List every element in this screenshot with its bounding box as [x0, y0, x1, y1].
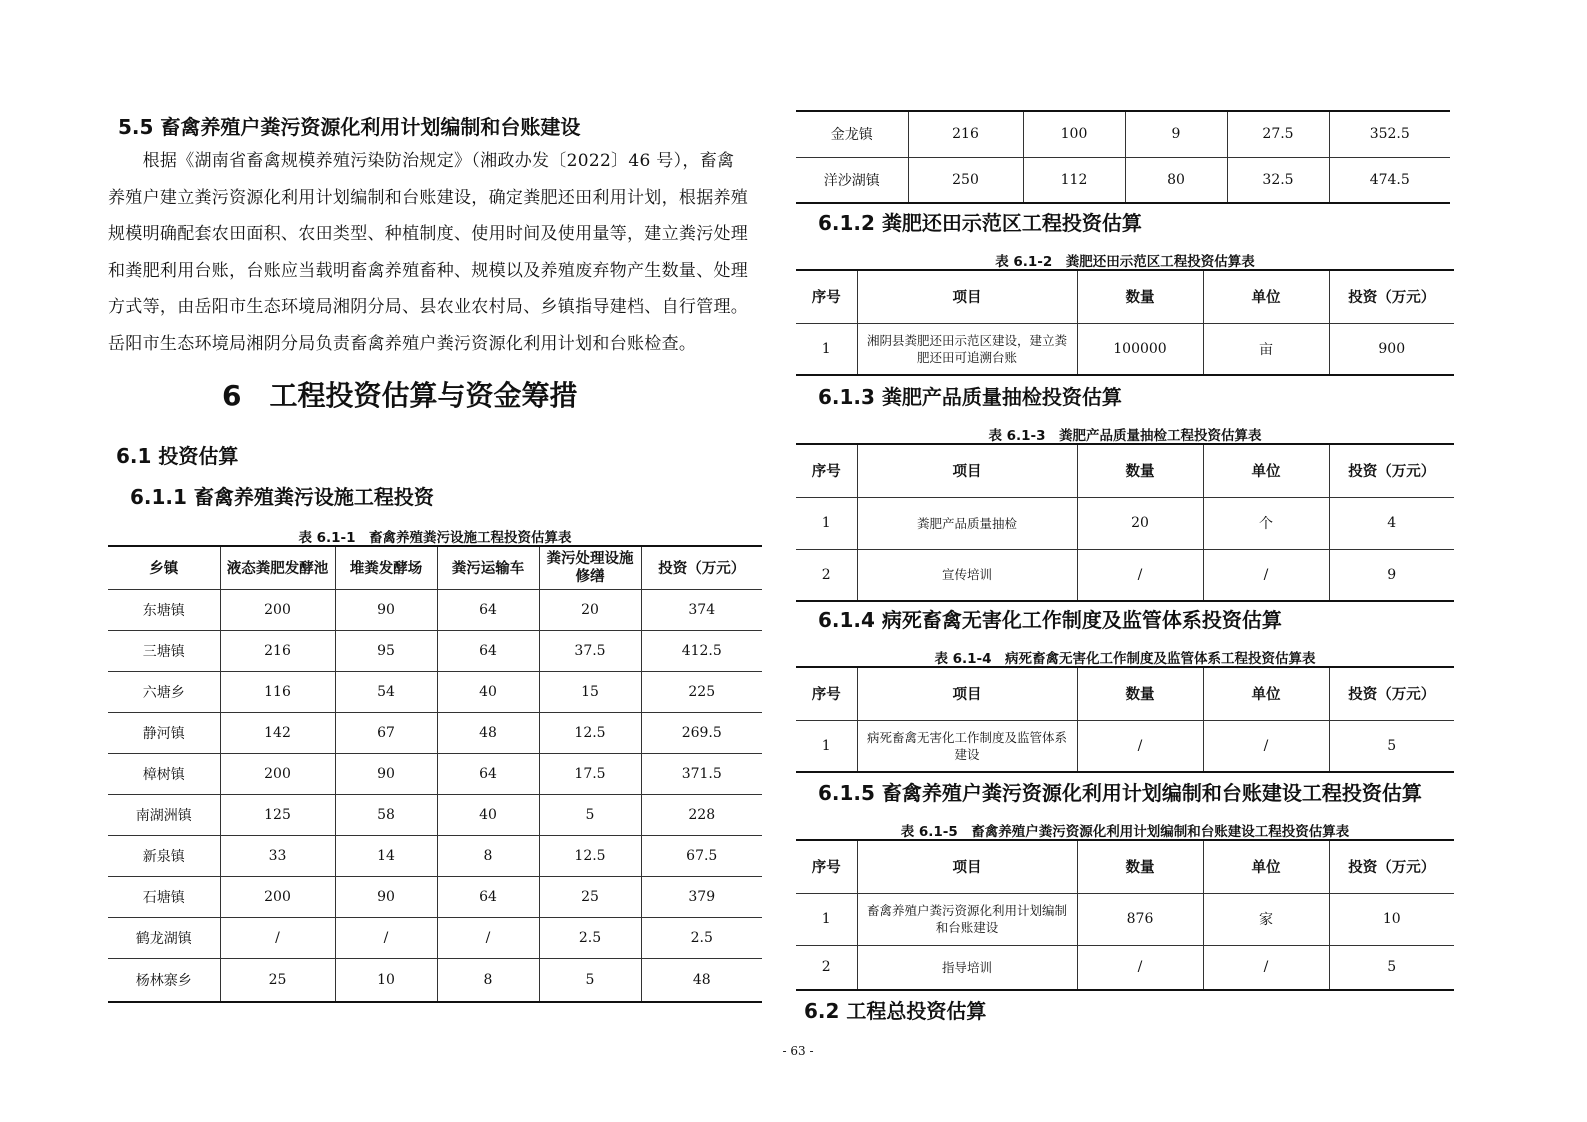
- table-row: [108, 671, 762, 712]
- table-cell: 37.5: [539, 630, 641, 671]
- section-6-1-2-title: 6.1.2 粪肥还田示范区工程投资估算: [818, 211, 1142, 235]
- table-cell: 12.5: [539, 712, 641, 753]
- table-cell: 三塘镇: [108, 630, 220, 671]
- column-header: 投资（万元）: [1329, 444, 1454, 497]
- table-cell: 20: [1077, 497, 1203, 549]
- table-cell: 湘阴县粪肥还田示范区建设，建立粪肥还田可追溯台账: [857, 323, 1077, 375]
- table-cell: 27.5: [1227, 111, 1329, 157]
- table-6-1-3: [796, 443, 1454, 602]
- paragraph-line: 方式等，由岳阳市生态环境局湘阴分局、县农业农村局、乡镇指导建档、自行管理。: [108, 297, 749, 317]
- column-header: 序号: [796, 270, 857, 323]
- table-cell: 200: [220, 589, 335, 630]
- column-header: 项目: [857, 444, 1077, 497]
- table-row: [108, 630, 762, 671]
- table-cell: 8: [437, 835, 539, 876]
- table-cell: 鹤龙湖镇: [108, 917, 220, 958]
- table-row: [796, 323, 1454, 375]
- table-cell: 亩: [1203, 323, 1329, 375]
- table-6-1-5: [796, 839, 1454, 991]
- column-header: 投资（万元）: [1329, 840, 1454, 893]
- table-cell: 40: [437, 671, 539, 712]
- table-cell: 474.5: [1329, 157, 1450, 203]
- table-cell: 900: [1329, 323, 1454, 375]
- column-header: 数量: [1077, 270, 1203, 323]
- column-header: 乡镇: [108, 546, 220, 589]
- table-cell: /: [335, 917, 437, 958]
- column-header: 单位: [1203, 270, 1329, 323]
- table-cell: 粪肥产品质量抽检: [857, 497, 1077, 549]
- column-header: 粪污运输车: [437, 546, 539, 589]
- column-header: 项目: [857, 840, 1077, 893]
- table-cell: 64: [437, 630, 539, 671]
- table-6-1-4: [796, 666, 1454, 773]
- table-cell: 10: [1329, 893, 1454, 945]
- paragraph-line: 养殖户建立粪污资源化利用计划编制和台账建设，确定粪肥还田利用计划，根据养殖: [108, 187, 749, 208]
- table-6-1-3-caption: 表 6.1-3 粪肥产品质量抽检工程投资估算表: [988, 428, 1262, 444]
- table-cell: 48: [437, 712, 539, 753]
- table-cell: 32.5: [1227, 157, 1329, 203]
- table-header-row: [796, 840, 1454, 893]
- table-6-1-1-caption: 表 6.1-1 畜禽养殖粪污设施工程投资估算表: [298, 530, 572, 546]
- table-cell: 90: [335, 589, 437, 630]
- paragraph-line: 和粪肥利用台账，台账应当载明畜禽养殖畜种、规模以及养殖废弃物产生数量、处理: [108, 260, 749, 281]
- table-cell: /: [1203, 720, 1329, 772]
- table-cell: 33: [220, 835, 335, 876]
- table-cell: 个: [1203, 497, 1329, 549]
- table-row: [796, 111, 1450, 157]
- table-cell: 48: [641, 958, 762, 1002]
- table-row: [796, 893, 1454, 945]
- column-header: 投资（万元）: [1329, 667, 1454, 720]
- table-cell: 90: [335, 753, 437, 794]
- table-row: [796, 497, 1454, 549]
- section-6-1-5-title: 6.1.5 畜禽养殖户粪污资源化利用计划编制和台账建设工程投资估算: [818, 781, 1422, 805]
- table-cell: 371.5: [641, 753, 762, 794]
- table-6-1-2-caption: 表 6.1-2 粪肥还田示范区工程投资估算表: [995, 254, 1255, 270]
- table-cell: 2.5: [539, 917, 641, 958]
- table-row: [108, 835, 762, 876]
- table-cell: 金龙镇: [796, 111, 908, 157]
- table-cell: 1: [796, 323, 857, 375]
- table-row: [796, 549, 1454, 601]
- table-cell: 216: [908, 111, 1023, 157]
- table-row: [796, 720, 1454, 772]
- table-cell: 25: [539, 876, 641, 917]
- table-cell: 250: [908, 157, 1023, 203]
- table-row: [108, 589, 762, 630]
- table-cell: 2: [796, 549, 857, 601]
- table-6-1-4-caption: 表 6.1-4 病死畜禽无害化工作制度及监管体系工程投资估算表: [934, 651, 1316, 667]
- table-cell: 352.5: [1329, 111, 1450, 157]
- table-cell: 67.5: [641, 835, 762, 876]
- table-row: [108, 876, 762, 917]
- table-cell: 116: [220, 671, 335, 712]
- table-cell: /: [1077, 549, 1203, 601]
- table-cell: 40: [437, 794, 539, 835]
- table-cell: /: [1203, 549, 1329, 601]
- table-cell: 100000: [1077, 323, 1203, 375]
- section-6-2-title: 6.2 工程总投资估算: [804, 999, 987, 1023]
- table-6-1-1-continued: [796, 110, 1450, 204]
- table-cell: 100: [1023, 111, 1125, 157]
- column-header: 序号: [796, 840, 857, 893]
- chapter-6-title: 6 工程投资估算与资金筹措: [222, 379, 578, 412]
- table-6-1-1: [108, 545, 762, 1003]
- table-cell: 洋沙湖镇: [796, 157, 908, 203]
- table-cell: 家: [1203, 893, 1329, 945]
- column-header: 单位: [1203, 444, 1329, 497]
- table-cell: 15: [539, 671, 641, 712]
- table-cell: 225: [641, 671, 762, 712]
- table-6-1-2: [796, 269, 1454, 376]
- table-row: [108, 753, 762, 794]
- table-cell: 2: [796, 945, 857, 990]
- paragraph-line: 规模明确配套农田面积、农田类型、种植制度、使用时间及使用量等，建立粪污处理: [108, 224, 749, 244]
- table-cell: 379: [641, 876, 762, 917]
- table-cell: 病死畜禽无害化工作制度及监管体系建设: [857, 720, 1077, 772]
- table-cell: /: [220, 917, 335, 958]
- table-cell: 东塘镇: [108, 589, 220, 630]
- column-header: 项目: [857, 270, 1077, 323]
- table-cell: 1: [796, 497, 857, 549]
- table-cell: 14: [335, 835, 437, 876]
- table-cell: 静河镇: [108, 712, 220, 753]
- table-cell: 石塘镇: [108, 876, 220, 917]
- table-cell: 5: [1329, 720, 1454, 772]
- table-row: [108, 917, 762, 958]
- table-cell: 64: [437, 589, 539, 630]
- column-header: 投资（万元）: [641, 546, 762, 589]
- table-cell: 200: [220, 876, 335, 917]
- table-cell: 8: [437, 958, 539, 1002]
- section-5-5-title: 5.5 畜禽养殖户粪污资源化利用计划编制和台账建设: [118, 115, 581, 139]
- section-6-1-4-title: 6.1.4 病死畜禽无害化工作制度及监管体系投资估算: [818, 608, 1282, 632]
- table-cell: 64: [437, 753, 539, 794]
- column-header: 序号: [796, 444, 857, 497]
- table-cell: 216: [220, 630, 335, 671]
- table-row: [796, 945, 1454, 990]
- table-row: [108, 712, 762, 753]
- table-cell: 54: [335, 671, 437, 712]
- table-cell: 5: [1329, 945, 1454, 990]
- table-cell: 80: [1125, 157, 1227, 203]
- column-header: 粪污处理设施修缮: [539, 546, 641, 589]
- table-cell: /: [1077, 720, 1203, 772]
- table-cell: 1: [796, 893, 857, 945]
- table-cell: 六塘乡: [108, 671, 220, 712]
- table-header-row: [796, 444, 1454, 497]
- table-cell: 9: [1125, 111, 1227, 157]
- table-cell: 宣传培训: [857, 549, 1077, 601]
- table-cell: /: [1203, 945, 1329, 990]
- table-cell: 125: [220, 794, 335, 835]
- table-cell: 374: [641, 589, 762, 630]
- table-cell: 5: [539, 794, 641, 835]
- table-cell: 畜禽养殖户粪污资源化利用计划编制和台账建设: [857, 893, 1077, 945]
- table-cell: 269.5: [641, 712, 762, 753]
- column-header: 序号: [796, 667, 857, 720]
- column-header: 单位: [1203, 840, 1329, 893]
- table-cell: 64: [437, 876, 539, 917]
- table-cell: 20: [539, 589, 641, 630]
- column-header: 投资（万元）: [1329, 270, 1454, 323]
- table-row: [108, 794, 762, 835]
- table-cell: 新泉镇: [108, 835, 220, 876]
- table-cell: 4: [1329, 497, 1454, 549]
- table-cell: 南湖洲镇: [108, 794, 220, 835]
- column-header: 液态粪肥发酵池: [220, 546, 335, 589]
- table-cell: 指导培训: [857, 945, 1077, 990]
- section-6-1-1-title: 6.1.1 畜禽养殖粪污设施工程投资: [130, 485, 434, 509]
- table-header-row: [796, 667, 1454, 720]
- table-cell: 142: [220, 712, 335, 753]
- section-6-1-title: 6.1 投资估算: [116, 444, 239, 468]
- table-cell: 杨林寨乡: [108, 958, 220, 1002]
- table-cell: 1: [796, 720, 857, 772]
- table-cell: 876: [1077, 893, 1203, 945]
- table-cell: 17.5: [539, 753, 641, 794]
- paragraph-line: 根据《湖南省畜禽规模养殖污染防治规定》（湘政办发〔2022〕46 号），畜禽: [108, 151, 735, 171]
- table-cell: 2.5: [641, 917, 762, 958]
- table-cell: 5: [539, 958, 641, 1002]
- column-header: 项目: [857, 667, 1077, 720]
- table-cell: 12.5: [539, 835, 641, 876]
- column-header: 堆粪发酵场: [335, 546, 437, 589]
- table-header-row: [108, 546, 762, 589]
- section-6-1-3-title: 6.1.3 粪肥产品质量抽检投资估算: [818, 385, 1122, 409]
- table-cell: 95: [335, 630, 437, 671]
- paragraph-line: 岳阳市生态环境局湘阴分局负责畜禽养殖户粪污资源化利用计划和台账检查。: [108, 333, 697, 354]
- table-cell: 412.5: [641, 630, 762, 671]
- page-number: - 63 -: [782, 1044, 814, 1058]
- column-header: 数量: [1077, 667, 1203, 720]
- table-cell: 112: [1023, 157, 1125, 203]
- section-5-5-paragraph: [108, 143, 768, 362]
- table-cell: 90: [335, 876, 437, 917]
- column-header: 数量: [1077, 840, 1203, 893]
- table-cell: 228: [641, 794, 762, 835]
- table-cell: /: [437, 917, 539, 958]
- table-cell: 67: [335, 712, 437, 753]
- table-cell: 10: [335, 958, 437, 1002]
- column-header: 单位: [1203, 667, 1329, 720]
- table-cell: 25: [220, 958, 335, 1002]
- table-cell: 9: [1329, 549, 1454, 601]
- table-cell: /: [1077, 945, 1203, 990]
- table-row: [796, 157, 1450, 203]
- table-6-1-5-caption: 表 6.1-5 畜禽养殖户粪污资源化利用计划编制和台账建设工程投资估算表: [900, 824, 1350, 840]
- table-cell: 200: [220, 753, 335, 794]
- column-header: 数量: [1077, 444, 1203, 497]
- table-row: [108, 958, 762, 1002]
- table-cell: 58: [335, 794, 437, 835]
- table-header-row: [796, 270, 1454, 323]
- table-cell: 樟树镇: [108, 753, 220, 794]
